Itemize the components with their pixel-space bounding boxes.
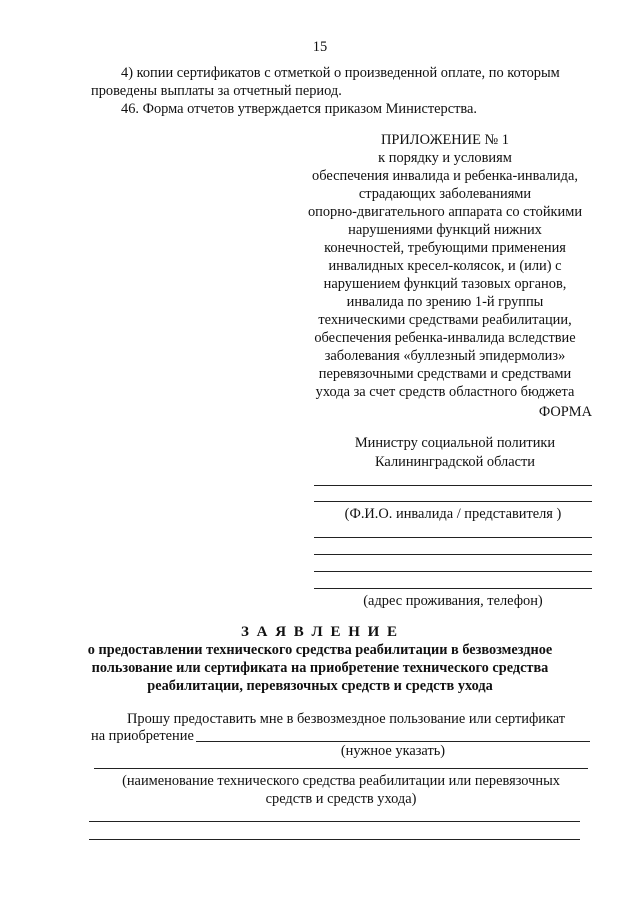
form-label: ФОРМА	[538, 404, 592, 420]
blank-line	[89, 821, 580, 822]
page-number: 15	[312, 39, 328, 55]
request-line-2-prefix: на приобретение	[91, 728, 194, 744]
addressee-line-2: Калининградской области	[375, 454, 535, 470]
item-caption-line-2: средств и средств ухода)	[265, 791, 417, 807]
appendix-line: обеспечения инвалида и ребенка-инвалида,	[312, 168, 578, 184]
statement-subtitle-line-2: пользование или сертификата на приобретение технического средства	[91, 660, 549, 676]
appendix-line: перевязочными средствами и средствами	[318, 366, 572, 382]
appendix-line: обеспечения ребенка-инвалида вследствие	[314, 330, 576, 346]
appendix-line: конечностей, требующими применения	[324, 240, 566, 256]
request-line-1: Прошу предоставить мне в безвозмездное пользование или сертификат	[127, 711, 566, 727]
appendix-line: заболевания «буллезный эпидермолиз»	[324, 348, 566, 364]
appendix-line: опорно-двигательного аппарата со стойкими	[307, 204, 583, 220]
appendix-line: страдающих заболеваниями	[358, 186, 532, 202]
appendix-line: техническими средствами реабилитации,	[318, 312, 572, 328]
fio-caption: (Ф.И.О. инвалида / представителя )	[344, 506, 562, 522]
blank-line	[89, 839, 580, 840]
statement-subtitle-line-1: о предоставлении технического средства реабилитации в безвозмездное	[87, 642, 553, 658]
paragraph-46: 46. Форма отчетов утверждается приказом Министерства.	[121, 101, 478, 117]
appendix-line: инвалидных кресел-колясок, и (или) с	[328, 258, 562, 274]
statement-subtitle-line-3: реабилитации, перевязочных средств и средств ухода	[147, 678, 493, 694]
request-hint: (нужное указать)	[340, 743, 446, 759]
paragraph-4-line-1: 4) копии сертификатов с отметкой о произведенной оплате, по которым	[121, 65, 560, 81]
blank-line	[314, 554, 592, 555]
paragraph-4-line-2: проведены выплаты за отчетный период.	[91, 83, 342, 99]
appendix-line: ухода за счет средств областного бюджета	[315, 384, 575, 400]
blank-line	[314, 571, 592, 572]
appendix-line: нарушениями функций нижних	[348, 222, 542, 238]
appendix-reference	[290, 149, 600, 401]
blank-line	[314, 588, 592, 589]
blank-line	[314, 537, 592, 538]
statement-title: З А Я В Л Е Н И Е	[240, 624, 400, 640]
item-name-blank	[94, 768, 588, 769]
appendix-line: нарушением функций тазовых органов,	[323, 276, 567, 292]
address-caption: (адрес проживания, телефон)	[363, 593, 543, 609]
addressee-line-1: Министру социальной политики	[354, 435, 556, 451]
blank-line	[314, 501, 592, 502]
appendix-line: к порядку и условиям	[378, 150, 512, 166]
appendix-line: инвалида по зрению 1-й группы	[346, 294, 544, 310]
item-caption-line-1: (наименование технического средства реабилитации или перевязочных	[122, 773, 560, 789]
appendix-title: ПРИЛОЖЕНИЕ № 1	[381, 132, 509, 148]
blank-line	[314, 485, 592, 486]
